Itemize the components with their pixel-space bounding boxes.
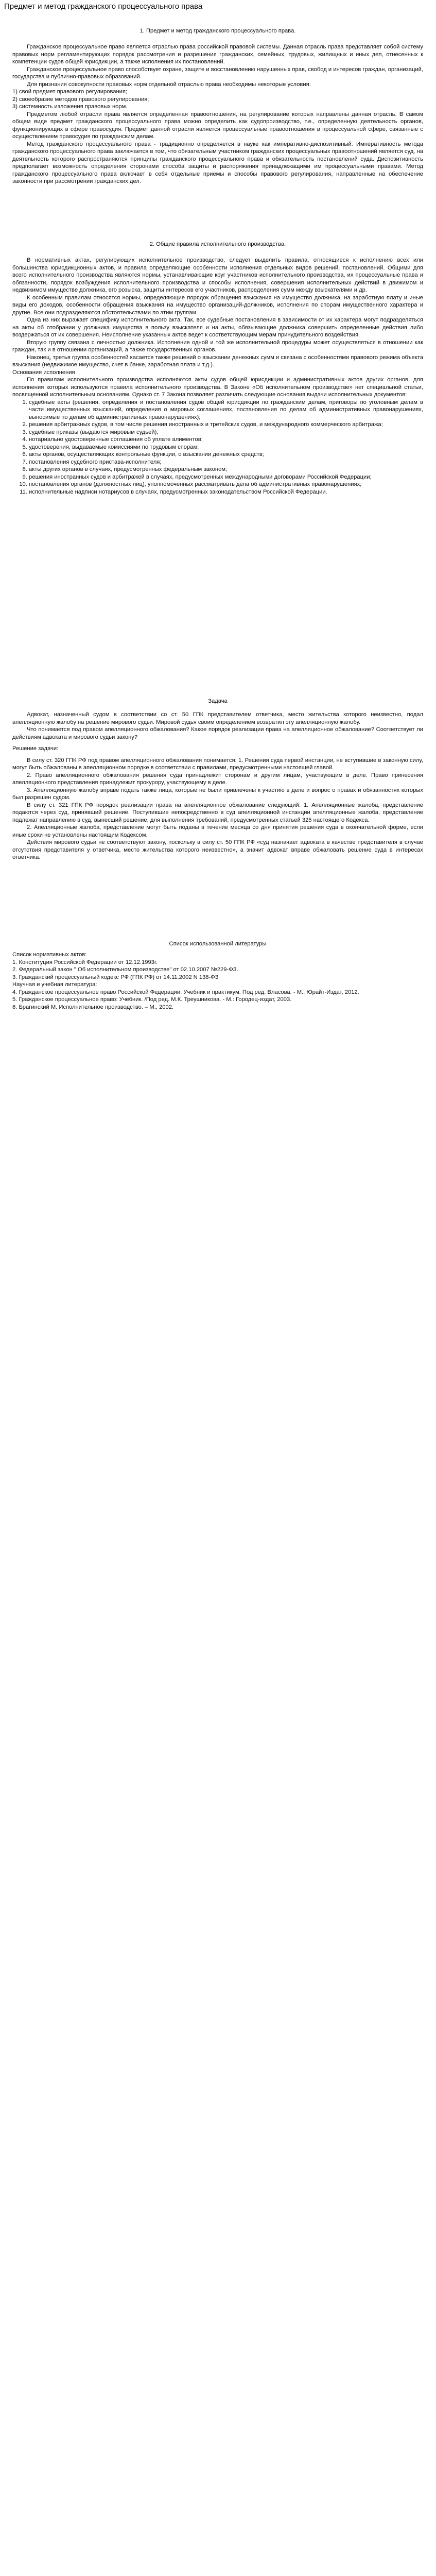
- paragraph: Предметом любой отрасли права является определенная правоотношения, на регулирование которых направлены данная отрасль. В самом общем виде предмет гражданского процессуального права можно определить как судопроизводство, т.е., определенную деятельность органов, функционирующих в сфере правосудия. Предмет данной отрасли является процессуальные правоотношения в процессуальной сфере, связанные с осуществлением правосудия по гражданским делам.: [12, 111, 423, 140]
- subheading: Основания исполнения: [12, 369, 75, 376]
- paragraph: По правилам исполнительного производства исполняются акты судов общей юрисдикции и административных актов других органов, для исполнения которых используются правила исполнительного производства. В Законе «Об исполнительном производстве» нет специальной статьи, посвященной исполнительным основаниям. Однако ст. 7 Закона позволяет различать следующие основания выдачи исполнительных документов:: [12, 377, 423, 398]
- list-item: 10. постановления органов (должностных лиц), уполномоченных рассматривать дела об административных правонарушениях;: [29, 481, 423, 488]
- paragraph: 3. Апелляционную жалобу вправе подать также лица, которые не были привлечены к участию в деле и вопрос о правах и обязанностях которых был разрешен судом.: [12, 787, 423, 801]
- reference-item: 1. Конституция Российской Федерации от 12.12.1993г.: [12, 959, 158, 965]
- paragraph: Вторую группу связана с личностью должника. Исполнение одной и той же исполнительной процедуры может осуществляться в отношении как граждан, так и в отношении организаций, а также государственных органов.: [12, 339, 423, 353]
- page-title: Предмет и метод гражданского процессуального права: [4, 2, 203, 11]
- paragraph: Метод гражданского процессуального права - традиционно определяется в науке как императивно-диспозитивный. Императивность метода гражданского процессуального права заключается в том, что обязательным участником гражданских процессуальных правоотношений является суд, на деятельность которого распространяются принципы гражданского процессуального права и обязательность постановлений суда. Диспозитивность предполагает возможность определения сторонами способа защиты и распоряжения принадлежащими им процессуальными правами. Метод гражданского процессуального права включает в себя отдельные приемы и способы правового регулирования, направленные на обеспечение законности при рассмотрении гражданских дел.: [12, 141, 423, 184]
- paragraph: Что понимается под правом апелляционного обжалования? Какое порядок реализации права на апелляционное обжалование? Соответствует ли действиям адвоката и мирового судьи закону?: [12, 726, 423, 740]
- paragraph: 2. Апелляционные жалоба, представление могут быть поданы в течение месяца со дня принятия решения суда в окончательной форме, если иные сроки не установлены настоящим Кодексом.: [12, 824, 423, 838]
- list-item: 2. решения арбитражных судов, в том числе решения иностранных и третейских судов, и международного коммерческого арбитража;: [29, 421, 423, 429]
- list-item: 8. акты других органов в случаях, предусмотренных федеральным законом;: [29, 466, 423, 473]
- list-item: 9. решения иностранных судов и арбитражей в случаях, предусмотренных международными договорами Российской Федерации;: [29, 473, 423, 481]
- list-item: 7. постановления судебного пристава-исполнителя;: [29, 459, 423, 466]
- references-intro: Список нормативных актов:: [12, 952, 87, 958]
- paragraph: 2. Право апелляционного обжалования решения суда принадлежит сторонам и другим лицам, участвующим в деле. Право принесения апелляционного представления принадлежит прокурору, участвующему в деле.: [12, 772, 423, 786]
- task-heading: Задача: [208, 698, 228, 704]
- reference-item: 3. Гражданский процессуальный кодекс РФ (ГПК РФ) от 14.11.2002 N 138-ФЗ: [12, 974, 219, 980]
- section2-heading: 2. Общие правила исполнительного производства.: [149, 241, 286, 247]
- reference-item: 2. Федеральный закон " Об исполнительном производстве" от 02.10.2007 №229-ФЗ.: [12, 967, 238, 973]
- paragraph: В нормативных актах, регулирующих исполнительное производство, следует выделить правила, относящиеся к исполнению всех или большинства юрисдикционных актов, и правила определяющие особенности исполнения отдельных видов решений, постановлений. Общими для всего исполнительного производства являются нормы, устанавливающие круг участников исполнительного производства, их процессуальные права и обязанности, порядок возбуждения исполнительного производства и способы исполнения, совершения исполнительных действий в движимом и недвижимом имуществе должника, его розыска, защиты интересов его участников, распределения сумм между взыскателями и др.: [12, 257, 423, 293]
- list-item: 11. исполнительные надписи нотариусов в случаях, предусмотренных законодательством Российской Федерации.: [29, 488, 423, 496]
- paragraph: Действия мирового судьи не соответствуют закону, поскольку в силу ст. 50 ГПК РФ «суд назначает адвоката в качестве представителя в случае отсутствия представителя у ответчика, место жительства которого неизвестно», а значит адвокат вправе обжаловать решение суда в интересах ответчика.: [12, 839, 423, 860]
- paragraph: Одна из них выражает специфику исполнительного акта. Так, все судебные постановления в зависимости от их характера могут подразделяться на акты об отобрании у должника имущества в пользу взыскателя и на акты, обязывающие должника совершить определенные действия либо воздержаться от их совершения. Неисполнение указанных актов ведет к соответствующим мерам принудительного воздействия.: [12, 317, 423, 338]
- paragraph: Гражданское процессуальное право способствует охране, защите и восстановлению нарушенных прав, свобод и интересов граждан, организаций, государства и публично-правовых образований.: [12, 66, 423, 80]
- references-body: [12, 951, 423, 1011]
- section2-body: [12, 257, 423, 496]
- organs-list: [12, 399, 423, 496]
- paragraph: К особенным правилам относятся нормы, определяющие порядок обращения взыскания на имущество должника, на заработную плату и иные виды его доходов, особенности обращения взыскания на имущество организаций-должников, исполнения по спорам имущественного характера и другие. Все они подразделяются обстоятельствами по этим группам.: [12, 294, 423, 316]
- subheading: Решение задачи:: [12, 745, 59, 752]
- reference-item: 6. Брагинский М. Исполнительное производство. – М., 2002.: [12, 1004, 174, 1010]
- paragraph: 3) системность изложения правовых норм.: [12, 104, 128, 110]
- paragraph: 1) свой предмет правового регулирования;: [12, 89, 128, 95]
- section1-body: [12, 43, 423, 185]
- paragraph: Наконец, третья группа особенностей касается также решений о взыскании денежных сумм и связана с особенностями правового режима объекта взыскания (недвижимое имущество, счет в банке, заработная плата и т.д.).: [12, 354, 423, 368]
- paragraph: Гражданское процессуальное право является отраслью права российской правовой системы. Данная отрасль права представляет собой систему правовых норм регламентирующих порядок рассмотрения и разрешения гражданских, семейных, трудовых, жилищных и иных дел, отнесенных к компетенции судов общей юрисдикции, а также исполнения их постановлений.: [12, 44, 423, 65]
- task-body: [12, 711, 423, 861]
- paragraph: Адвокат, назначенный судом в соответствии со ст. 50 ГПК представителем ответчика, место жительства которого неизвестно, подал апелляционную жалобу на решение мирового судьи. Мировой судья своим определением возвратил эту апелляционную жалобу.: [12, 711, 423, 725]
- list-item: 5. удостоверения, выдаваемые комиссиями по трудовым спорам;: [29, 444, 423, 451]
- section1-heading: 1. Предмет и метод гражданского процессуального права.: [139, 28, 296, 34]
- paragraph: Для признания совокупности правовых норм отдельной отраслью права необходимы некоторые условия:: [27, 81, 311, 88]
- reference-item: 4. Гражданское процессуальное право Российской Федерации: Учебник и практикум. Под ред. Власова. - М.: Юрайт-Издат, 2012.: [12, 989, 359, 995]
- list-item: 1. судебные акты (решения, определения и постановления судов общей юрисдикции по гражданским делам, приговоры по уголовным делам в части имущественных взысканий, определения о мировых соглашениях, постановления по делам об административных правонарушениях, выносимые по делам об административных правонарушениях);: [29, 399, 423, 421]
- list-item: 3. судебные приказы (выдаются мировым судьей);: [29, 429, 423, 436]
- reference-item: 5. Гражданское процессуальное право: Учебник. /Под ред. М.К. Треушникова. - М.: Городец-издат, 2003.: [12, 996, 292, 1003]
- list-item: 4. нотариально удостоверенные соглашения об уплате алиментов;: [29, 436, 423, 444]
- list-item: 6. акты органов, осуществляющих контрольные функции, о взыскании денежных средств;: [29, 451, 423, 459]
- paragraph: 2) своеобразие методов правового регулирования;: [12, 96, 149, 103]
- reference-subheading: Научная и учебная литература:: [12, 981, 97, 988]
- paragraph: В силу ст. 320 ГПК РФ под правом апелляционного обжалования понимается: 1. Решения суда первой инстанции, не вступившие в законную силу, могут быть обжалованы в апелляционном порядке в соответствии с правилами, предусмотренными настоящей главой.: [12, 757, 423, 771]
- references-heading: Список использованной литературы: [169, 941, 267, 947]
- paragraph: В силу ст. 321 ГПК РФ порядок реализации права на апелляционное обжалование следующий: 1. Апелляционные жалоба, представление подаются через суд, принявший решение. Поступившие непосредственно в суд апелляционной инстанции апелляционные жалоба, представление подлежат направлению в суд, вынесший решение, для выполнения требований, предусмотренных статьей 325 настоящего Кодекса.: [12, 802, 423, 823]
